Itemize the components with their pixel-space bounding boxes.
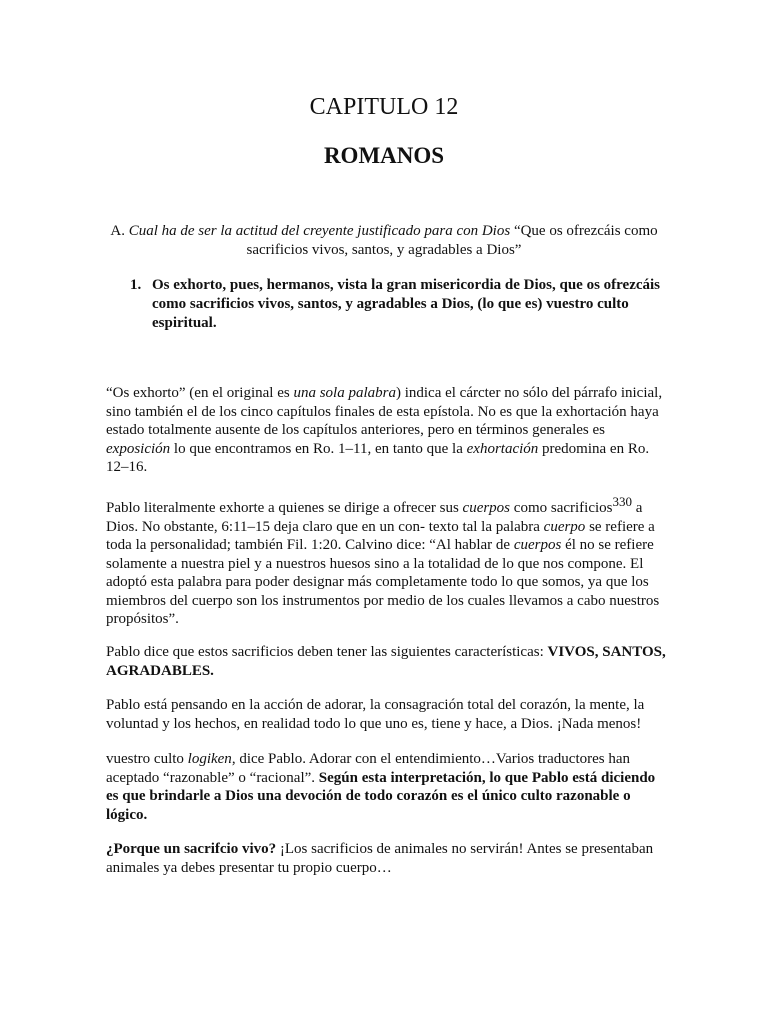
p1-text-4: predomina en Ro. 12–16. (106, 440, 650, 475)
chapter-title: CAPITULO 12 (309, 94, 459, 120)
p2-italic-3: cuerpos (513, 537, 562, 553)
p2-italic-2: cuerpo (543, 518, 586, 535)
paragraph-5 (106, 750, 666, 824)
p3-text-1: Pablo dice que estos sacrificios deben tener las siguientes características: (106, 644, 548, 660)
section-a-quote: “Que os ofrezcáis como sacrificios vivos, santos, y agradables a Dios” (246, 223, 658, 258)
paragraph-6 (106, 840, 666, 877)
numbered-item-1 (130, 276, 670, 333)
p6-bold-1: ¿Porque un sacrifcio vivo? (106, 841, 277, 857)
p3-bold-1: VIVOS, SANTOS, AGRADABLES. (106, 644, 666, 679)
paragraph-3 (106, 643, 666, 680)
p1-text-3: lo que encontramos en Ro. 1–11, en tanto que la (170, 440, 467, 457)
section-a-heading (104, 222, 664, 260)
p1-text-2: ) indica el cárcter no sólo del párrafo inicial, sino también el de los cinco capítulos finales de esta epístola. No es que la exhortación haya estado totalmente ausente de los capítulos anteriores, pero en términos generales es (106, 385, 663, 438)
footnote-marker: 330 (612, 494, 632, 509)
p2-text-1: Pablo literalmente exhorte a quienes se dirige a ofrecer sus (106, 500, 463, 516)
paragraph-1 (106, 384, 666, 477)
p2-text-3: a Dios. No obstante, 6:11–15 deja claro que en un con- texto tal la palabra (106, 500, 643, 535)
book-title: ROMANOS (323, 143, 445, 168)
p5-bold-1: Según esta interpretación, lo que Pablo está diciendo es que brindarle a Dios una devoción de todo corazón es el único culto razonable o lógico. (106, 769, 656, 823)
p6-text-1: ¡Los sacrificios de animales no servirán! Antes se presentaban animales ya debes presentar tu propio cuerpo… (106, 841, 654, 876)
section-a-italic: Cual ha de ser la actitud del creyente justificado para con Dios (128, 223, 511, 239)
p1-italic-1: una sola palabra (293, 385, 396, 401)
item-number: 1. (130, 277, 142, 293)
p5-text-2: , dice Pablo. Adorar con el entendimiento…Varios traductores han aceptado “razonable” o “racional”. (106, 751, 631, 786)
p2-text-2: como sacrificios (510, 500, 613, 516)
p1-italic-3: exhortación (466, 440, 539, 457)
p5-italic-1: logiken (187, 751, 232, 767)
paragraph-4 (106, 696, 666, 733)
paragraph-2 (106, 494, 666, 629)
p2-text-5: él no se refiere solamente a nuestra piel y a nuestros huesos sino a la totalidad de lo que nos compone. El adoptó esta palabra para poder designar más completamente todo lo que somos, ya que los miembros del cuerpo son los instrumentos por medio de los cuales llevamos a cabo nuestros propósitos”. (106, 537, 660, 627)
p5-text-1: vuestro culto (106, 751, 188, 767)
p4-text-1: Pablo está pensando en la acción de adorar, la consagración total del corazón, la mente, la voluntad y los hechos, en realidad todo lo que uno es, tiene y hace, a Dios. ¡Nada menos! (106, 697, 645, 732)
p1-italic-2: exposición (106, 440, 171, 457)
p2-text-4: se refiere a toda la personalidad; también Fil. 1:20. Calvino dice: “Al hablar de (106, 518, 655, 553)
item-text: Os exhorto, pues, hermanos, vista la gran misericordia de Dios, que os ofrezcáis como sacrificios vivos, santos, y agradables a Dios, (lo que es) vuestro culto espiritual. (152, 277, 661, 331)
p2-italic-1: cuerpos (462, 500, 511, 516)
section-a-label: A. (110, 223, 125, 239)
p1-text-1: “Os exhorto” (en el original es (106, 385, 294, 401)
